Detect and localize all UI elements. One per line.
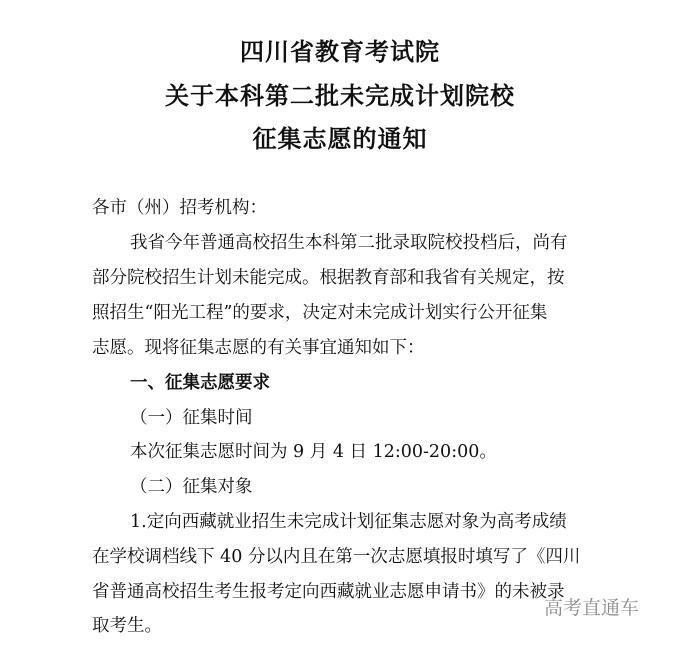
item-1-line-3: 省普通高校招生考生报考定向西藏就业志愿申请书》的未被录 (92, 582, 565, 602)
salutation: 各市（州）招考机构： (92, 198, 267, 218)
section-1-heading: 一、征集志愿要求 (130, 373, 270, 393)
item-1-line-4: 取考生。 (92, 616, 162, 636)
subsection-1-heading: （一）征集时间 (130, 408, 253, 428)
title-subject: 关于本科第二批未完成计划院校 (165, 82, 515, 110)
paragraph-1-line-2: 部分院校招生计划未能完成。根据教育部和我省有关规定，按 (92, 268, 565, 288)
subsection-2-heading: （二）征集对象 (130, 477, 253, 497)
paragraph-1-line-4: 志愿。现将征集志愿的有关事宜通知如下： (92, 338, 425, 358)
item-1-line-2: 在学校调档线下 40 分以内且在第一次志愿填报时填写了《四川 (92, 547, 581, 567)
item-1-line-1: 1.定向西藏就业招生未完成计划征集志愿对象为高考成绩 (130, 512, 567, 532)
paragraph-1-line-3: 照招生“阳光工程”的要求，决定对未完成计划实行公开征集 (92, 303, 548, 323)
watermark: 高考直通车 (544, 597, 640, 619)
title-issuer: 四川省教育考试院 (240, 38, 440, 66)
paragraph-1-line-1: 我省今年普通高校招生本科第二批录取院校投档后，尚有 (130, 233, 568, 253)
subsection-1-text: 本次征集志愿时间为 9 月 4 日 12:00-20:00。 (130, 442, 497, 462)
title-notice: 征集志愿的通知 (252, 125, 428, 153)
